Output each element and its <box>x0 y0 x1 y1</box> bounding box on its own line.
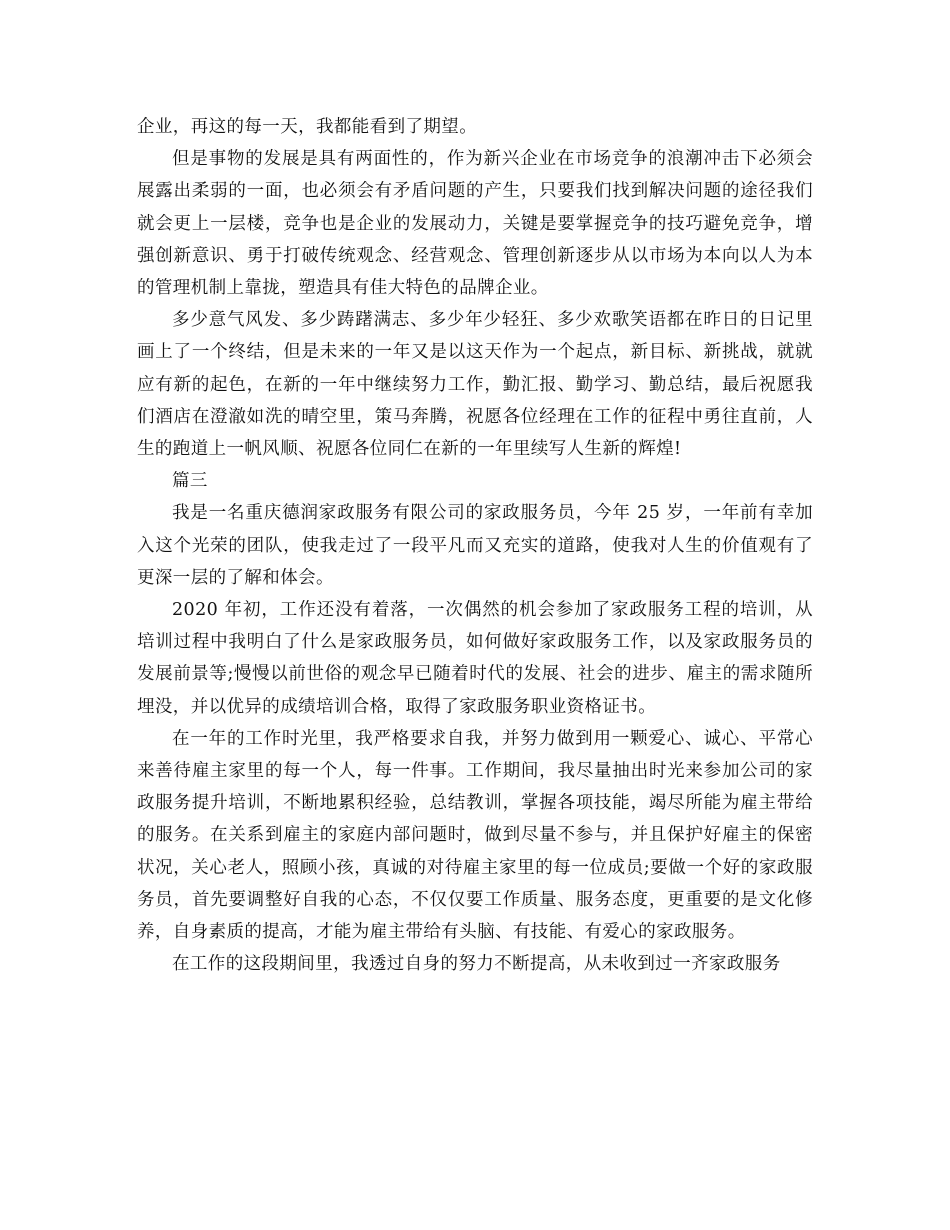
paragraph-competition: 但是事物的发展是具有两面性的，作为新兴企业在市场竞争的浪潮冲击下必须会展露出柔弱的一面，也必须会有矛盾问题的产生，只要我们找到解决问题的途径我们就会更上一层楼，竞争也是企业的发展动力，关键是要掌握竞争的技巧避免竞争，增强创新意识、勇于打破传统观念、经营观念、管理创新逐步从以市场为本向以人为本的管理机制上靠拢，塑造具有佳大特色的品牌企业。 <box>137 149 813 299</box>
paragraph-introduction: 我是一名重庆德润家政服务有限公司的家政服务员，今年 25 岁，一年前有幸加入这个光荣的团队，使我走过了一段平凡而又充实的道路，使我对人生的价值观有了更深一层的了解和体会。 <box>137 503 813 588</box>
paragraph-work-experience: 在一年的工作时光里，我严格要求自我，并努力做到用一颗爱心、诚心、平常心来善待雇主家里的每一个人，每一件事。工作期间，我尽量抽出时光来参加公司的家政服务提升培训，不断地累积经验，总结教训，掌握各项技能，竭尽所能为雇主带给的服务。在关系到雇主的家庭内部问题时，做到尽量不参与，并且保护好雇主的保密状况，关心老人，照顾小孩，真诚的对待雇主家里的每一位成员;要做一个好的家政服务员，首先要调整好自我的心态，不仅仅要工作质量、服务态度，更重要的是文化修养，自身素质的提高，才能为雇主带给有头脑、有技能、有爱心的家政服务。 <box>137 728 813 943</box>
paragraph-continuation: 企业，再这的每一天，我都能看到了期望。 <box>137 117 478 137</box>
section-heading-part-three: 篇三 <box>172 471 208 492</box>
paragraph-new-year-wishes: 多少意气风发、多少踌躇满志、多少年少轻狂、多少欢歌笑语都在昨日的日记里画上了一个终结，但是未来的一年又是以这天作为一个起点，新目标、新挑战，就就应有新的起色，在新的一年中继续努力工作，勤汇报、勤学习、勤总结，最后祝愿我们酒店在澄澈如洗的晴空里，策马奔腾，祝愿各位经理在工作的征程中勇往直前，人生的跑道上一帆风顺、祝愿各位同仁在新的一年里续写人生新的辉煌! <box>137 310 813 460</box>
paragraph-closing-partial: 在工作的这段期间里，我透过自身的努力不断提高，从未收到过一齐家政服务 <box>172 954 781 975</box>
document-body <box>137 111 813 980</box>
paragraph-training: 2020 年初，工作还没有着落，一次偶然的机会参加了家政服务工程的培训，从培训过程中我明白了什么是家政服务员，如何做好家政服务工作，以及家政服务员的发展前景等;慢慢以前世俗的观念早已随着时代的发展、社会的进步、雇主的需求随所埋没，并以优异的成绩培训合格，取得了家政服务职业资格证书。 <box>137 600 813 717</box>
